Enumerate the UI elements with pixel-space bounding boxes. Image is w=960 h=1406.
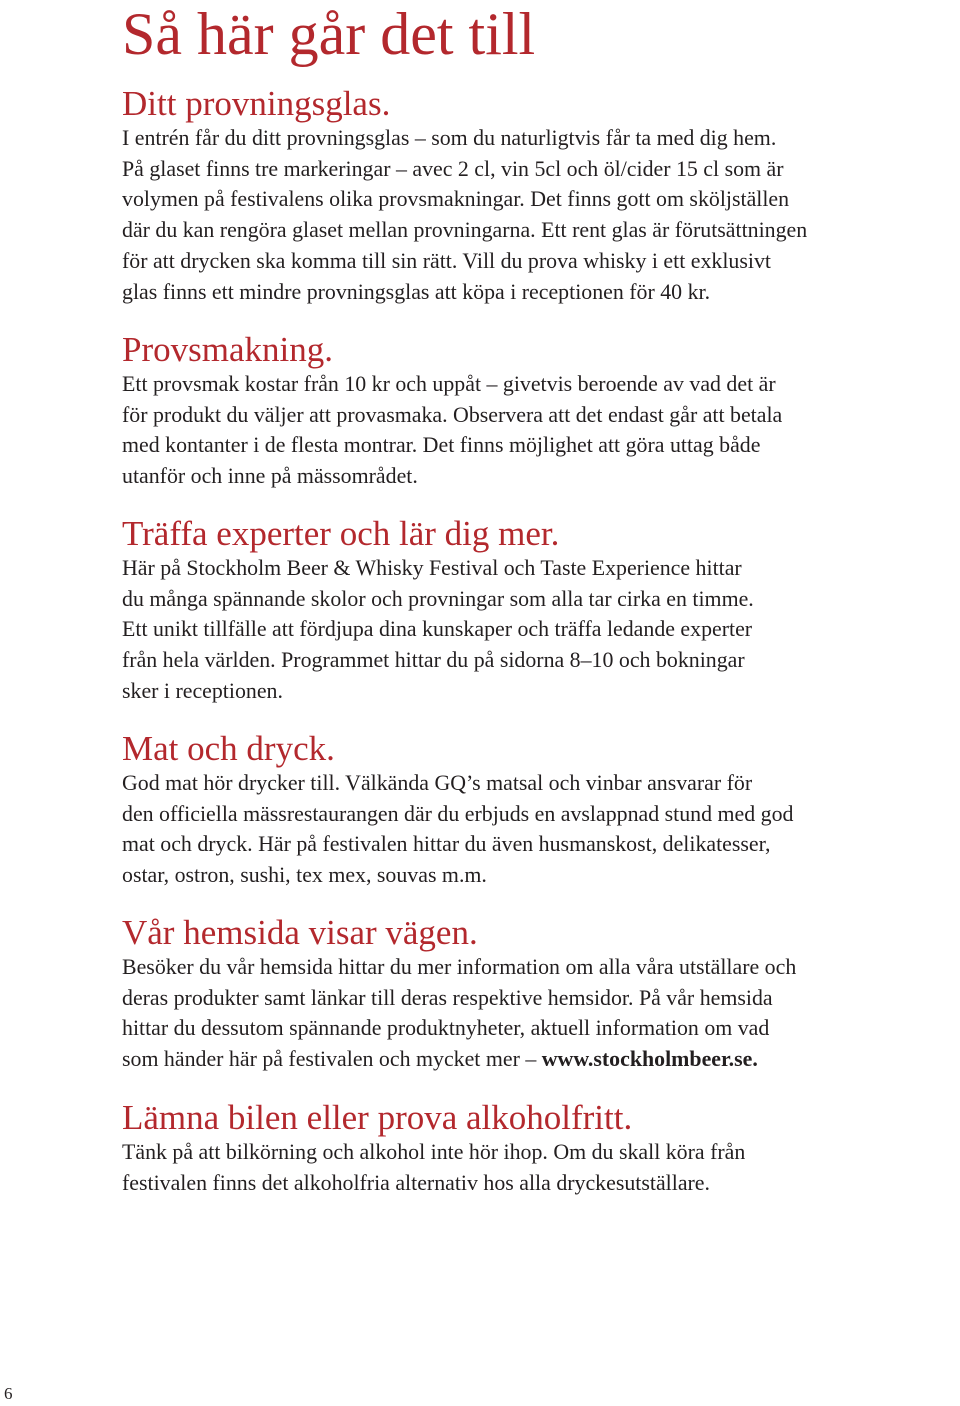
body-line: för att drycken ska komma till sin rätt. Vill du prova whisky i ett exklusivt — [122, 247, 771, 273]
body-line: mat och dryck. Här på festivalen hittar du även husmanskost, delikatesser, — [122, 831, 771, 857]
body-line: sker i receptionen. — [122, 677, 283, 703]
body-line: för produkt du väljer att provasmaka. Observera att det endast går att betala — [122, 401, 783, 427]
page-number: 6 — [4, 1384, 13, 1403]
body-line-with-link — [122, 1044, 960, 1075]
body-line: festivalen finns det alkoholfria alternativ hos alla dryckesutställare. — [122, 1169, 710, 1195]
body-line: den officiella mässrestaurangen där du erbjuds en avslappnad stund med god — [122, 800, 794, 826]
body-line: Ett provsmak kostar från 10 kr och uppåt – givetvis beroende av vad det är — [122, 371, 776, 396]
section-body — [122, 768, 960, 891]
section-provningsglas — [122, 85, 960, 307]
page-title: Så här går det till — [122, 1, 536, 67]
section-body — [122, 369, 960, 492]
body-line: ostar, ostron, sushi, tex mex, souvas m.m. — [122, 862, 487, 888]
body-line: Tänk på att bilkörning och alkohol inte hör ihop. Om du skall köra från — [122, 1139, 746, 1164]
section-heading: Ditt provningsglas. — [122, 84, 391, 123]
section-heading: Mat och dryck. — [122, 729, 335, 768]
body-line: hittar du dessutom spännande produktnyheter, aktuell information om vad — [122, 1015, 770, 1041]
body-line: glas finns ett mindre provningsglas att köpa i receptionen för 40 kr. — [122, 278, 711, 304]
body-line: med kontanter i de flesta montrar. Det finns möjlighet att göra uttag både — [122, 432, 761, 458]
body-line: utanför och inne på mässområdet. — [122, 463, 418, 489]
section-experter — [122, 515, 960, 707]
body-line: Här på Stockholm Beer & Whisky Festival och Taste Experience hittar — [122, 555, 742, 580]
body-line: På glaset finns tre markeringar – avec 2 cl, vin 5cl och öl/cider 15 cl som är — [122, 155, 784, 181]
section-body — [122, 123, 960, 307]
section-heading: Lämna bilen eller prova alkoholfritt. — [122, 1098, 633, 1137]
body-line: Ett unikt tillfälle att fördjupa dina kunskaper och träffa ledande experter — [122, 616, 753, 642]
section-body — [122, 952, 960, 1075]
body-line: volymen på festivalens olika provsmakningar. Det finns gott om sköljställen — [122, 186, 790, 212]
section-body — [122, 1137, 960, 1198]
body-line-text: som händer här på festivalen och mycket mer – — [122, 1046, 542, 1072]
website-link[interactable]: www.stockholmbeer.se. — [541, 1046, 758, 1072]
body-line: du många spännande skolor och provningar som alla tar cirka en timme. — [122, 585, 754, 611]
section-heading: Provsmakning. — [122, 330, 333, 369]
section-alkoholfritt — [122, 1099, 960, 1198]
section-provsmakning — [122, 331, 960, 492]
body-line: där du kan rengöra glaset mellan provningarna. Ett rent glas är förutsättningen — [122, 217, 808, 243]
body-line: från hela världen. Programmet hittar du på sidorna 8–10 och bokningar — [122, 647, 745, 673]
section-hemsida — [122, 914, 960, 1075]
body-line: I entrén får du ditt provningsglas – som du naturligtvis får ta med dig hem. — [122, 125, 777, 150]
section-body — [122, 553, 960, 707]
body-line: Besöker du vår hemsida hittar du mer information om alla våra utställare och — [122, 954, 797, 979]
section-mat-och-dryck — [122, 730, 960, 891]
body-line: deras produkter samt länkar till deras respektive hemsidor. På vår hemsida — [122, 984, 773, 1010]
body-line: God mat hör drycker till. Välkända GQ’s matsal och vinbar ansvarar för — [122, 770, 753, 795]
section-heading: Vår hemsida visar vägen. — [122, 913, 478, 952]
section-heading: Träffa experter och lär dig mer. — [122, 514, 560, 553]
